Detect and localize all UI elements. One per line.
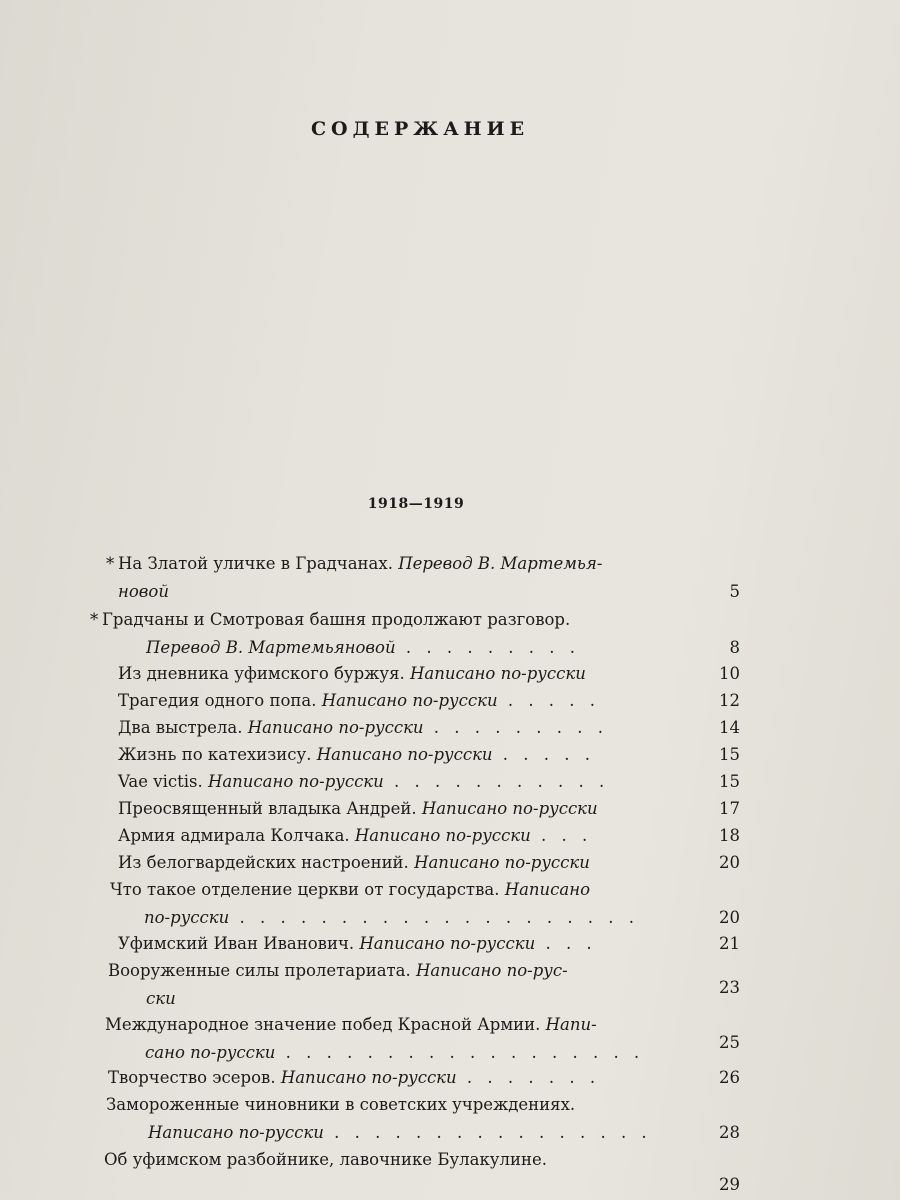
toc-entry: [0, 957, 900, 1012]
dot-leader: . . .: [530, 826, 593, 845]
page-number: 17: [719, 799, 740, 818]
entry-note: Написано по-русски: [414, 853, 590, 872]
toc-entry-line: [0, 714, 900, 742]
toc-entry: [0, 714, 900, 742]
dot-leader: . . . . . . . . . . .: [383, 772, 610, 791]
toc-entry: [0, 687, 900, 715]
entry-title: Трагедия одного попа.: [118, 691, 322, 710]
toc-entry-line: [0, 768, 900, 796]
asterisk-mark: *: [90, 610, 99, 629]
page-number: 10: [719, 664, 740, 683]
toc-entry-line: [0, 687, 900, 715]
toc-entry: [0, 1064, 900, 1092]
toc-entry: [0, 930, 900, 958]
entry-note: Перевод В. Мартемья-: [398, 554, 603, 573]
entry-note: Написано по-русски: [421, 799, 598, 818]
entry-title: Армия адмирала Колчака.: [118, 826, 355, 845]
entry-title: Преосвященный владыка Андрей.: [118, 799, 422, 818]
entry-note: новой: [118, 581, 169, 601]
entry-title: Из белогвардейских настроений.: [118, 853, 415, 872]
toc-entry: [0, 1011, 900, 1066]
entry-title: Об уфимском разбойнике, лавочнике Булакулине.: [104, 1150, 547, 1169]
toc-entry-line: [0, 1011, 900, 1039]
entry-note: сано по-русски: [145, 1042, 276, 1062]
page-number: 29: [719, 1175, 740, 1194]
page-number: 21: [719, 934, 740, 953]
dot-leader: . . . . . . . . .: [423, 718, 608, 737]
entry-note: Напи-: [545, 1015, 597, 1034]
dot-leader: . . . . . . . . . . . . . . . . . . . .: [229, 907, 640, 927]
toc-entry-line: [0, 822, 900, 850]
toc-entry: [0, 660, 900, 688]
entry-title: Замороженные чиновники в советских учреждениях.: [106, 1095, 576, 1114]
entry-note: Написано: [504, 880, 591, 899]
page-number: 8: [729, 638, 740, 657]
toc-entry-line: [0, 634, 900, 662]
entry-note: Написано по-русски: [247, 718, 424, 737]
entry-title: Из дневника уфимского буржуя.: [118, 664, 410, 683]
page-number: 23: [719, 978, 740, 997]
toc-entry: [0, 1146, 900, 1194]
entry-note: ски: [146, 988, 176, 1008]
toc-entry-line: [0, 660, 900, 688]
toc-entry: [0, 849, 900, 877]
toc-entry-line: [0, 1119, 900, 1147]
entry-note: Написано по-русски: [354, 826, 531, 845]
dot-leader: . . . . . . .: [456, 1068, 601, 1087]
page-number: 28: [719, 1123, 740, 1142]
entry-title: На Златой уличке в Градчанах.: [118, 554, 399, 573]
toc-entry: [0, 795, 900, 823]
section-years: 1918—1919: [367, 496, 465, 512]
toc-entry: [0, 606, 900, 661]
entry-note: Написано по-русски: [280, 1068, 457, 1087]
page-number: 12: [719, 691, 740, 710]
toc-entry-line: [0, 1091, 900, 1119]
page-number: 5: [729, 582, 740, 601]
entry-title: Вооруженные силы пролетариата.: [108, 961, 416, 980]
entry-title: Жизнь по катехизису.: [118, 745, 317, 764]
entry-title: Два выстрела.: [118, 718, 248, 737]
entry-note: Написано по-рус-: [416, 961, 568, 980]
entry-title: Творчество эсеров.: [108, 1068, 281, 1087]
entry-title: Уфимский Иван Иванович.: [118, 934, 360, 953]
page-number: 15: [719, 772, 740, 791]
dot-leader: . . . . .: [492, 745, 596, 764]
toc-entry: [0, 768, 900, 796]
toc-entry-line: [0, 1064, 900, 1092]
toc-entry-line: [0, 606, 900, 634]
dot-leader: . . .: [535, 934, 597, 953]
entry-title: Международное значение побед Красной Армии.: [105, 1015, 546, 1034]
page-number: 15: [719, 745, 740, 764]
toc-entry: [0, 822, 900, 850]
toc-entry-line: [0, 795, 900, 823]
dot-leader: . . . . . . . . . . . . . . . .: [323, 1122, 652, 1142]
entry-note: Написано по-русски: [207, 772, 384, 791]
entry-note: Написано по-русски: [148, 1122, 324, 1142]
dot-leader: . . . . . . . . .: [395, 637, 581, 657]
entry-note: Написано по-русски: [359, 934, 536, 953]
page-number: 18: [719, 826, 740, 845]
toc-entry: [0, 876, 900, 931]
entry-note: Написано по-русски: [316, 745, 493, 764]
toc-entry-line: [0, 904, 900, 932]
toc-entry-line: [0, 957, 900, 985]
entry-title: Vae victis.: [118, 772, 208, 791]
dot-leader: . . . . . . . . . . . . . . . . . .: [275, 1042, 645, 1062]
toc-entry-line: [0, 578, 900, 606]
entry-note: по-русски: [144, 907, 230, 927]
contents-heading: СОДЕРЖАНИЕ: [310, 118, 530, 140]
toc-entry-line: [0, 1039, 900, 1067]
page-number: 25: [719, 1033, 740, 1052]
entry-note: Написано по-русски: [321, 691, 498, 710]
entry-note: Написано по-русски: [410, 664, 586, 683]
toc-entry-line: [0, 741, 900, 769]
toc-entry-line: [0, 876, 900, 904]
toc-entry-line: [0, 985, 900, 1013]
page-number: 26: [719, 1068, 740, 1087]
toc-entry: [0, 1091, 900, 1146]
asterisk-mark: *: [106, 554, 115, 573]
page-number: 14: [719, 718, 740, 737]
entry-title: Градчаны и Смотровая башня продолжают разговор.: [102, 610, 571, 629]
dot-leader: . . . . .: [497, 691, 601, 710]
toc-entry-line: [0, 1146, 900, 1174]
entry-note: Перевод В. Мартемьяновой: [146, 637, 396, 657]
toc-entry: [0, 741, 900, 769]
toc-entry-line: [0, 550, 900, 578]
entry-title: Что такое отделение церкви от государства.: [110, 880, 505, 899]
page-number: 20: [719, 908, 740, 927]
toc-entry: [0, 550, 900, 605]
page-number: 20: [719, 853, 740, 872]
toc-entry-line: [0, 930, 900, 958]
toc-entry-line: [0, 849, 900, 877]
